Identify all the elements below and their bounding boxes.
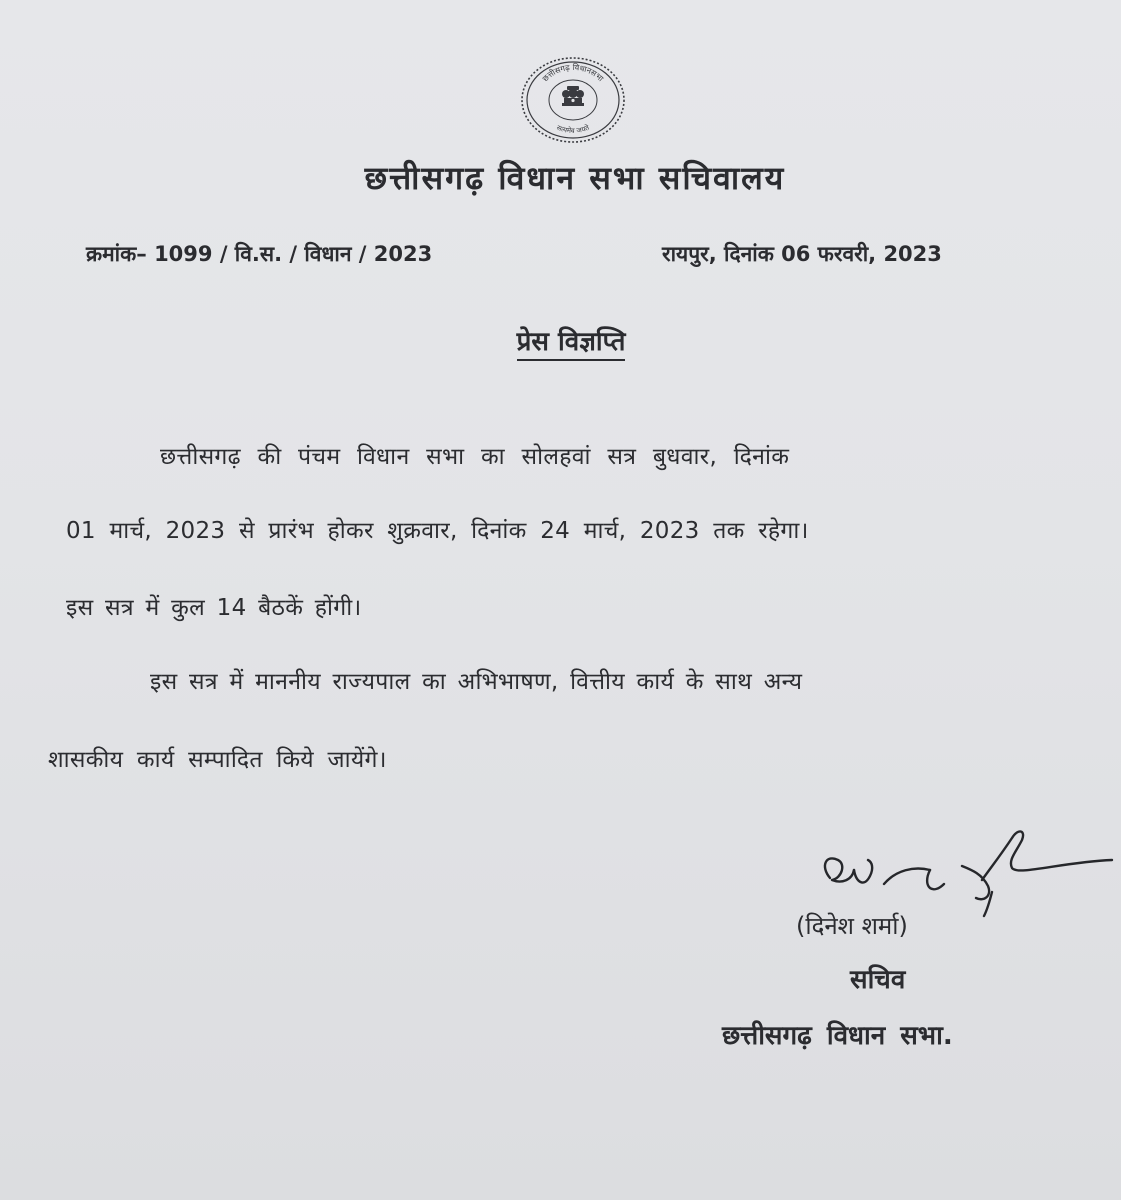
svg-text:छत्तीसगढ़ विधानसभा: छत्तीसगढ़ विधानसभा bbox=[540, 62, 606, 84]
body-line: 01 मार्च, 2023 से प्रारंभ होकर शुक्रवार, दिनांक 24 मार्च, 2023 तक रहेगा। bbox=[66, 518, 809, 544]
signatory-organization: छत्तीसगढ़ विधान सभा. bbox=[722, 1021, 953, 1051]
body-line: शासकीय कार्य सम्पादित किये जायेंगे। bbox=[48, 747, 387, 773]
document-heading-text: प्रेस विज्ञप्ति bbox=[517, 327, 626, 361]
body-line: इस सत्र में माननीय राज्यपाल का अभिभाषण, वित्तीय कार्य के साथ अन्य bbox=[150, 669, 803, 695]
reference-number: क्रमांक– 1099 / वि.स. / विधान / 2023 bbox=[86, 242, 433, 266]
signatory-name: (दिनेश शर्मा) bbox=[796, 912, 908, 940]
place-and-date: रायपुर, दिनांक 06 फरवरी, 2023 bbox=[662, 242, 942, 266]
assembly-seal-emblem bbox=[520, 56, 626, 144]
body-line: छत्तीसगढ़ की पंचम विधान सभा का सोलहवां सत्र बुधवार, दिनांक bbox=[160, 444, 790, 470]
letterhead-title: छत्तीसगढ़ विधान सभा सचिवालय bbox=[364, 159, 786, 197]
svg-text:सत्यमेव जयते: सत्यमेव जयते bbox=[555, 123, 591, 136]
signatory-designation: सचिव bbox=[850, 965, 906, 995]
document-heading bbox=[0, 322, 1121, 358]
body-line: इस सत्र में कुल 14 बैठकें होंगी। bbox=[66, 595, 362, 621]
